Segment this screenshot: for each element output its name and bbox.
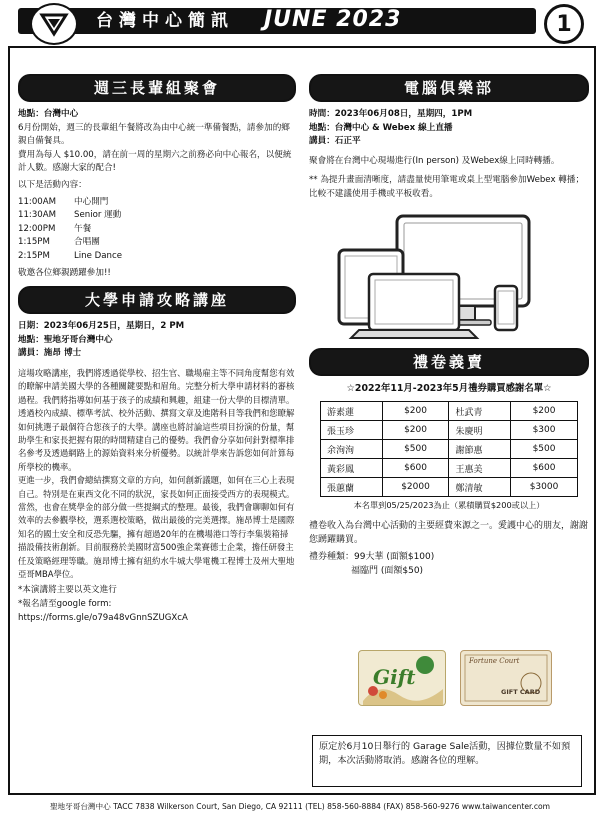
gift-card-fortune-court-script: Fortune Court	[469, 657, 520, 665]
schedule-time: 11:00AM	[18, 196, 57, 207]
club-location: 地點：台灣中心 & Webex 線上直播	[309, 122, 453, 133]
gift-card-99ranch	[358, 650, 446, 706]
donor-amount: $300	[511, 421, 578, 440]
schedule-time: 12:00PM	[18, 223, 56, 234]
donor-name: 鄭清敏	[449, 478, 511, 497]
footer-contact: 聖地牙哥台灣中心 TACC 7838 Wilkerson Court, San Diego, CA 92111 (TEL) 858-560-8884 (FAX) 858-560-9276 www.taiwancenter.com	[49, 802, 551, 811]
gift-card-99ranch-label: Gift	[373, 665, 416, 689]
donor-name: 朱慶明	[449, 421, 511, 440]
garage-sale-notice: 原定於6月10日舉行的 Garage Sale活動，因據位數量不如預期，本次活動將取消。感謝各位的理解。	[312, 735, 582, 787]
schedule-activity: 午餐	[74, 223, 92, 234]
schedule-time: 11:30AM	[18, 210, 57, 221]
page-number: 1	[544, 4, 584, 44]
donor-amount: $600	[382, 459, 449, 478]
gift-card-fortune-court-label: GIFT CARD	[501, 688, 541, 696]
donor-amount: $200	[382, 421, 449, 440]
gift-voucher-banner: 禮卷義賣	[309, 348, 589, 376]
activities-intro: 以下是活動內容：	[18, 179, 87, 190]
devices-illustration	[309, 208, 589, 342]
donor-amount: $500	[382, 440, 449, 459]
voucher-type-1: 禮券種類：99大華 (面額$100)	[309, 551, 435, 562]
senior-paragraph-1: 6月份開始，週三的長輩組午餐將改為由中心統一準備餐點，請參加的鄉親自備餐具。	[18, 122, 290, 147]
seminar-speaker: 講員：施昂 博士	[18, 348, 82, 359]
donor-table	[320, 401, 578, 497]
seminar-date: 日期：2023年06月25日，星期日，2 PM	[18, 321, 185, 332]
computer-club-banner: 電腦俱樂部	[309, 74, 589, 102]
seminar-signup-note: *報名請至google form:	[18, 599, 112, 609]
donor-table-note: 本名單到05/25/2023為止（累積購買$200或以上）	[353, 500, 545, 511]
donor-amount: $600	[511, 459, 578, 478]
donor-amount: $2000	[382, 478, 449, 497]
table-row	[321, 402, 578, 421]
voucher-paragraph: 禮卷收入為台灣中心活動的主要經費來源之一。愛護中心的朋友，謝謝您踴躍購買。	[309, 520, 589, 545]
table-row	[321, 459, 578, 478]
college-seminar-banner: 大學申請攻略講座	[18, 286, 296, 314]
masthead	[0, 0, 600, 44]
club-paragraph-2: ** 為提升畫面清晰度，請盡量使用筆電或桌上型電腦參加Webex 轉播；比較不建議使用手機或平板收看。	[309, 175, 585, 199]
club-speaker: 講員：石正平	[309, 136, 361, 147]
seminar-location: 地點：聖地牙哥台灣中心	[18, 334, 113, 345]
senior-location: 地點：台灣中心	[18, 109, 79, 119]
seminar-language-note: *本演講將主要以英文進行	[18, 585, 117, 596]
donor-name: 王惠美	[449, 459, 511, 478]
donor-amount: $200	[511, 402, 578, 421]
activity-schedule	[18, 196, 296, 264]
donor-name: 余洵洵	[321, 440, 383, 459]
donor-amount: $500	[511, 440, 578, 459]
donor-name: 謝節惠	[449, 440, 511, 459]
club-time: 時間：2023年06月08日，星期四，1PM	[309, 109, 473, 119]
seminar-paragraph-1: 這場攻略講座，我們將透過從學校、招生官、職場雇主等不同角度幫您有效的瞭解申請美國大學的各種關鍵要點和眉角。完整分析大學申請材料的審核過程。我們將指導如何基于孩子的成績和興趣，組建一份大學的目標清單。透過校內成績、標準考試、校外活動、撰寫文章及進階科目等我們和您瞭解如何挑選子最個符合您孩子的大學。講座也將討論這些項目扮演的份量，幫助學生和家長把握有限的時間精建自己的優勢。我們會分享如何針對標準排名參考及透過網路上的源始資料來分析優勢。以統計學來告訴您如何計算每所學校的機率。	[18, 367, 295, 472]
club-paragraph-1: 聚會將在台灣中心現場進行(In person) 及Webex線上同時轉播。	[309, 155, 560, 166]
donor-name: 杜武青	[449, 402, 511, 421]
voucher-type-2: 福臨門 (面額$50)	[351, 565, 424, 576]
right-column	[309, 74, 589, 578]
donor-list-subtitle: ☆2022年11月-2023年5月禮券購買感謝名單☆	[346, 382, 552, 394]
senior-closing: 敬邀各位鄉親踴躍參加!!	[18, 267, 111, 278]
table-row	[321, 440, 578, 459]
newsletter-month: JUNE 2023	[264, 7, 402, 32]
table-row	[321, 478, 578, 497]
seminar-paragraph-2: 更進一步，我們會總結撰寫文章的方向，如何創新議題，如何在三心上表現自己。特別是在東西文化不同的狀況，家長如何正面接受西方的表現模式。當然，也會在獎學金的部分做一些提綱式的整理。最後，我們會聊聊如何有效率的去參觀學校，選系選校策略，做出最後的完美選擇。施昂博士是國際知名的國土安全和反恐先驅，擁有超過20年的在機場港口等行李集裝箱掃描設備技術創新。目前服務於美國財富500強企業賽德士企業，擔任研發主任及策略經理等職。施昂博士擁有紐約水牛城大學電機工程博士及州大聖地亞哥MBA學位。	[18, 475, 295, 579]
senior-gathering-banner: 週三長輩組聚會	[18, 74, 296, 102]
center-logo-icon	[30, 3, 78, 45]
gift-card-fortune-court	[460, 650, 552, 706]
senior-paragraph-2: 費用為每人 $10.00，請在前一周的星期六之前務必向中心報名，以便統計人數。感謝大家的配合!	[18, 149, 292, 174]
donor-name: 張蕙蘭	[321, 478, 383, 497]
schedule-activity: Senior 運動	[74, 210, 122, 221]
seminar-form-link[interactable]: https://forms.gle/o79a48vGnnSZUGXcA	[18, 612, 188, 623]
schedule-time: 1:15PM	[18, 237, 50, 248]
schedule-time: 2:15PM	[18, 250, 50, 261]
left-column	[18, 74, 296, 625]
donor-name: 黃彩鳳	[321, 459, 383, 478]
schedule-activity: Line Dance	[74, 250, 122, 261]
schedule-activity: 中心開門	[74, 196, 109, 207]
donor-name: 游素蓮	[321, 402, 383, 421]
newsletter-title: 台灣中心簡訊	[96, 11, 234, 31]
table-row	[321, 421, 578, 440]
donor-amount: $200	[382, 402, 449, 421]
schedule-activity: 合唱團	[74, 237, 100, 248]
donor-amount: $3000	[511, 478, 578, 497]
donor-name: 張玉珍	[321, 421, 383, 440]
